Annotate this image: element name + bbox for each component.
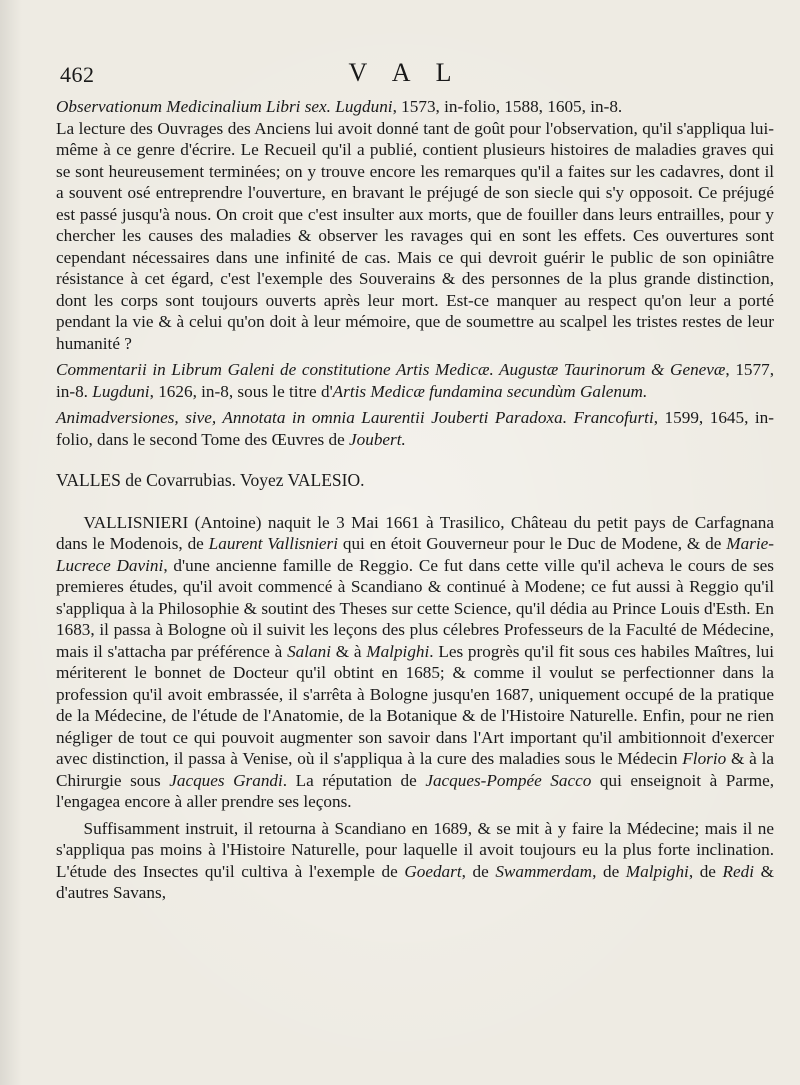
page-gutter-shadow (0, 0, 22, 1085)
text-run: VALLISNIERI (Antoine) naquit le 3 Mai 1661 à Trasilico, Château du petit pays de Carfagnana dans le Modenois, de (56, 512, 774, 553)
work-editions: , 1599, 1645, in-folio, dans le second Tome des Œuvres de (56, 408, 774, 449)
work-title: Animadversiones, sive, Annotata in omnia Laurentii Jouberti Paradoxa. Francofurti (56, 408, 654, 427)
work-editions: , 1573, in-folio, 1588, 1605, in-8. (392, 97, 623, 116)
running-head: V A L (348, 58, 462, 87)
work-editions: , 1577, in-8. (56, 360, 775, 401)
text-run: & d'autres Savans, (56, 861, 774, 902)
entry-observationum (56, 96, 774, 118)
valesio-paragraph: La lecture des Ouvrages des Anciens lui avoit donné tant de goût pour l'observation, qu'il s'appliqua lui-même à ce genre d'écrire. Le Recueil qu'il a publié, contient plusieurs histoires de maladies graves qui se sont heureusement terminées; on y trouve encore les remarques qu'il a faites sur les cadavres, dont il a souvent osé entreprendre l'ouverture, en bravant le préjugé de son siecle qui s'y opposoit. Ce préjugé est passé jusqu'à nous. On croit que c'est insulter aux morts, que de fouiller dans leurs entrailles, pour y chercher les causes des maladies & observer les ravages qui en sont les effets. Ces ouvertures sont cependant nécessaires dans une infinité de cas. Mais ce qui devroit guérir le public de son opiniâtre résistance à cet égard, c'est l'exemple des Souverains & des personnes de la plus grande distinction, dont les corps sont toujours ouverts après leur mort. Est-ce manquer au respect qu'on leur a porté pendant la vie & à celui qu'on doit à leur mémoire, que de soumettre au scalpel les tristes restes de leur humanité ? (56, 118, 774, 353)
person-name: Salani (287, 641, 331, 661)
text-run: , d'une ancienne famille de Reggio. Ce fut dans cette ville qu'il acheva le cours de ses premieres études, qu'il avoit commencé à Scandiano & continué à Modene; ce fut aussi à Reggio qu'il s'appliqua à la Philosophie & soutint des Theses sur cette Science, qu'il dédia au Prince Louis d'Esth. En 1683, il passa à Bologne où il suivit les leçons des plus célebres Professeurs de la Faculté de Médecine, mais il s'attacha par préférence à (56, 555, 774, 661)
text-run: , de (592, 861, 626, 881)
person-name: Redi (722, 861, 755, 881)
person-name: Florio (682, 749, 727, 768)
person-name: Jacques-Pompée Sacco (425, 770, 592, 790)
person-name: Malpighi (625, 861, 689, 881)
vallisnieri-paragraph-1 (56, 512, 774, 813)
text-run: qui en étoit Gouverneur pour le Duc de Modene, & de (338, 534, 727, 553)
text-run: qui enseignoit à Parme, l'engagea encore à aller prendre ses leçons. (56, 770, 774, 811)
text-run: . La réputation de (282, 770, 426, 790)
text-run: , de (688, 861, 723, 881)
person-name: Malpighi (366, 641, 430, 661)
text-run: , de (461, 861, 496, 881)
entry-animadversiones (56, 407, 774, 450)
work-editions: , 1626, in-8, sous le titre d' (149, 381, 333, 401)
place-name: Lugduni (92, 381, 150, 401)
page-header (50, 58, 760, 88)
text-run: & à la Chirurgie sous (56, 749, 774, 790)
page-number: 462 (60, 62, 95, 87)
work-title: Observationum Medicinalium Libri sex. Lugduni (56, 97, 393, 116)
person-name: Goedart (404, 861, 462, 881)
author-name: Joubert. (349, 429, 406, 449)
person-name: Marie-Lucrece Davini (56, 534, 774, 575)
person-name: Laurent Vallisnieri (208, 534, 338, 553)
text-run: Suffisamment instruit, il retourna à Scandiano en 1689, & se mit à y faire la Médecine; mais il ne s'appliqua pas moins à l'Histoire Naturelle, pour laquelle il avoit toujours eu la plus forte inclination. L'étude des Insectes qu'il cultiva à l'exemple de (56, 818, 774, 881)
entry-commentarii (56, 359, 774, 402)
work-title: Commentarii in Librum Galeni de constitutione Artis Medicæ. Augustæ Taurinorum & Genevæ (56, 360, 726, 379)
text-run: & à (331, 641, 367, 661)
vallisnieri-paragraph-2 (56, 818, 774, 904)
page-body (56, 96, 774, 904)
person-name: Swammerdam (495, 861, 593, 881)
person-name: Jacques Grandi (169, 770, 283, 790)
entry-valles: VALLES de Covarrubias. Voyez VALESIO. (56, 470, 365, 490)
work-alt-title: Artis Medicæ fundamina secundùm Galenum. (332, 381, 648, 401)
text-run: . Les progrès qu'il fit sous ces habiles Maîtres, lui mériterent le bonnet de Docteur qu'il obtint en 1685; & comme il voulut se perfectionner dans la profession qu'il avoit embrassée, il s'arrêta à Bologne jusqu'en 1687, uniquement occupé de la pratique de la Médecine, de l'étude de l'Anatomie, de la Botanique & de l'Histoire Naturelle. Enfin, pour ne rien négliger de tout ce qui pouvoit augmenter son savoir dans l'Art important qu'il ambitionnoit d'exercer avec distinction, il passa à Venise, où il s'appliqua à la cure des maladies sous le Médecin (56, 641, 774, 768)
